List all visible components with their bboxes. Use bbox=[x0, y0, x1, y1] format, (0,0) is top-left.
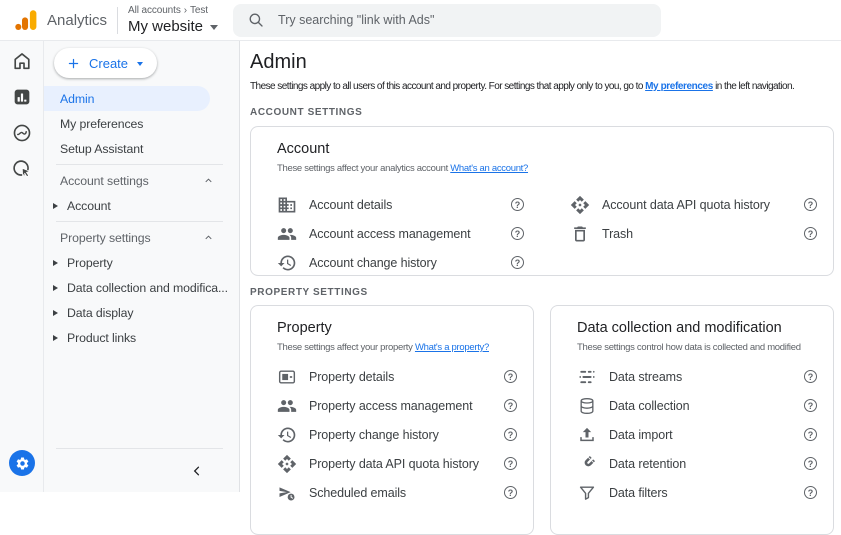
property-settings-eyebrow: PROPERTY SETTINGS bbox=[250, 287, 368, 298]
settings-item-label: Property details bbox=[309, 369, 395, 384]
help-icon[interactable]: ? bbox=[511, 256, 524, 269]
row-data-filters[interactable] bbox=[577, 478, 817, 507]
row-account-details[interactable] bbox=[277, 190, 524, 219]
settings-item-label: Property data API quota history bbox=[309, 456, 479, 471]
nav-advertising-button[interactable] bbox=[0, 158, 44, 182]
row-data-streams[interactable] bbox=[577, 362, 817, 391]
section-label: Account settings bbox=[60, 173, 149, 188]
row-trash[interactable] bbox=[570, 219, 817, 248]
help-icon[interactable]: ? bbox=[511, 198, 524, 211]
row-data-collection[interactable] bbox=[577, 391, 817, 420]
nav-home-button[interactable] bbox=[0, 50, 44, 74]
sidebar-item-label: Admin bbox=[60, 91, 95, 106]
nav-admin-button[interactable] bbox=[9, 450, 35, 476]
help-icon[interactable]: ? bbox=[804, 227, 817, 240]
bar-chart-icon bbox=[11, 86, 33, 108]
breadcrumb-item: Test bbox=[189, 5, 208, 16]
card-subtitle bbox=[277, 341, 517, 354]
whats-an-account-link[interactable]: What's an account? bbox=[450, 163, 529, 174]
settings-item-label: Scheduled emails bbox=[309, 485, 407, 500]
help-icon[interactable]: ? bbox=[804, 198, 817, 211]
help-icon[interactable]: ? bbox=[504, 457, 517, 470]
left-rail bbox=[0, 41, 44, 492]
account-card bbox=[250, 126, 834, 276]
sidebar-item-my-preferences[interactable] bbox=[44, 111, 239, 136]
nav-reports-button[interactable] bbox=[0, 86, 44, 110]
people-icon bbox=[277, 224, 297, 244]
sidebar-item-admin[interactable] bbox=[44, 86, 210, 111]
sidebar-item-label: Product links bbox=[67, 330, 137, 345]
sidebar-footer bbox=[44, 448, 239, 492]
account-property-selector[interactable] bbox=[118, 6, 218, 34]
database-icon bbox=[577, 396, 597, 416]
card-title: Data collection and modification bbox=[577, 320, 782, 336]
sidebar-divider bbox=[56, 221, 223, 222]
section-property-settings[interactable] bbox=[44, 225, 239, 250]
create-button-label: Create bbox=[89, 55, 129, 71]
magnet-icon bbox=[577, 454, 597, 474]
api-icon bbox=[570, 195, 590, 215]
history-icon bbox=[277, 253, 297, 273]
home-icon bbox=[11, 50, 33, 72]
expand-triangle-icon bbox=[53, 203, 58, 209]
settings-item-label: Account details bbox=[309, 197, 393, 212]
card-icon bbox=[277, 367, 297, 387]
sidebar-item-product-links[interactable] bbox=[44, 325, 239, 350]
explore-icon bbox=[11, 122, 33, 144]
nav-explore-button[interactable] bbox=[0, 122, 44, 146]
description-text: These settings apply to all users of this account and property. For settings that apply only to you, go to bbox=[250, 81, 646, 92]
sidebar-item-label: Data collection and modifica... bbox=[67, 280, 228, 295]
property-card bbox=[250, 305, 534, 535]
help-icon[interactable]: ? bbox=[504, 486, 517, 499]
help-icon[interactable]: ? bbox=[804, 457, 817, 470]
section-account-settings[interactable] bbox=[44, 168, 239, 193]
help-icon[interactable]: ? bbox=[804, 428, 817, 441]
filter-icon bbox=[577, 483, 597, 503]
chevron-up-icon bbox=[203, 232, 214, 243]
card-title: Property bbox=[277, 320, 332, 336]
subtitle-text: These settings affect your analytics account bbox=[277, 163, 451, 174]
sidebar-item-account[interactable] bbox=[44, 193, 239, 218]
sidebar-item-data-collection[interactable] bbox=[44, 275, 239, 300]
help-icon[interactable]: ? bbox=[504, 428, 517, 441]
help-icon[interactable]: ? bbox=[804, 370, 817, 383]
row-account-change-history[interactable] bbox=[277, 248, 524, 277]
settings-item-label: Data import bbox=[609, 427, 673, 442]
row-property-data-api-quota-history[interactable] bbox=[277, 449, 517, 478]
row-data-import[interactable] bbox=[577, 420, 817, 449]
my-preferences-link[interactable]: My preferences bbox=[645, 81, 713, 92]
admin-sidebar bbox=[44, 41, 240, 492]
chevron-up-icon bbox=[203, 175, 214, 186]
row-property-access-management[interactable] bbox=[277, 391, 517, 420]
building-icon bbox=[277, 195, 297, 215]
breadcrumb bbox=[128, 6, 218, 16]
sidebar-item-property[interactable] bbox=[44, 250, 239, 275]
settings-item-label: Data streams bbox=[609, 369, 683, 384]
history-icon bbox=[277, 425, 297, 445]
search-input[interactable] bbox=[278, 13, 638, 27]
expand-triangle-icon bbox=[53, 260, 58, 266]
create-button[interactable] bbox=[54, 48, 157, 78]
property-name: My website bbox=[128, 18, 204, 35]
description-text: in the left navigation. bbox=[712, 81, 795, 92]
settings-item-label: Account change history bbox=[309, 255, 437, 270]
row-account-data-api-quota-history[interactable] bbox=[570, 190, 817, 219]
search-icon bbox=[247, 11, 265, 29]
gear-icon bbox=[15, 456, 30, 471]
page-description bbox=[250, 81, 828, 92]
card-subtitle bbox=[277, 162, 817, 175]
help-icon[interactable]: ? bbox=[504, 370, 517, 383]
row-scheduled-emails[interactable] bbox=[277, 478, 517, 507]
empty-cell bbox=[570, 248, 817, 277]
row-property-details[interactable] bbox=[277, 362, 517, 391]
analytics-logo[interactable] bbox=[0, 7, 117, 33]
settings-item-label: Property access management bbox=[309, 398, 473, 413]
expand-triangle-icon bbox=[53, 285, 58, 291]
send-clock-icon bbox=[277, 483, 297, 503]
card-title: Account bbox=[277, 141, 330, 157]
help-icon[interactable]: ? bbox=[804, 486, 817, 499]
help-icon[interactable]: ? bbox=[504, 399, 517, 412]
breadcrumb-account: All accounts bbox=[128, 5, 181, 16]
app-name: Analytics bbox=[47, 11, 108, 29]
sidebar-item-data-display[interactable] bbox=[44, 300, 239, 325]
account-settings-eyebrow: ACCOUNT SETTINGS bbox=[250, 107, 363, 118]
analytics-logo-icon bbox=[13, 7, 39, 33]
whats-a-property-link[interactable]: What's a property? bbox=[414, 342, 489, 353]
chevron-down-icon bbox=[210, 25, 218, 30]
data-collection-card bbox=[550, 305, 834, 535]
upload-icon bbox=[577, 425, 597, 445]
sidebar-divider bbox=[56, 164, 223, 165]
trash-icon bbox=[570, 224, 590, 244]
row-data-retention[interactable] bbox=[577, 449, 817, 478]
collapse-sidebar-button[interactable] bbox=[190, 464, 208, 482]
api-icon bbox=[277, 454, 297, 474]
admin-main-content bbox=[240, 41, 841, 500]
search-bar[interactable] bbox=[233, 4, 661, 37]
top-header bbox=[0, 0, 841, 41]
advertising-icon bbox=[11, 158, 33, 180]
help-icon[interactable]: ? bbox=[511, 227, 524, 240]
card-subtitle: These settings control how data is collected and modified bbox=[577, 342, 801, 353]
chevron-left-icon bbox=[190, 464, 204, 478]
settings-item-label: Property change history bbox=[309, 427, 439, 442]
chevron-down-icon bbox=[137, 62, 143, 66]
chevron-right-icon: › bbox=[183, 5, 187, 16]
settings-item-label: Data collection bbox=[609, 398, 690, 413]
sidebar-item-label: Data display bbox=[67, 305, 134, 320]
sidebar-item-setup-assistant[interactable] bbox=[44, 136, 239, 161]
expand-triangle-icon bbox=[53, 335, 58, 341]
row-account-access-management[interactable] bbox=[277, 219, 524, 248]
sidebar-item-label: Account bbox=[67, 198, 111, 213]
expand-triangle-icon bbox=[53, 310, 58, 316]
settings-item-label: Trash bbox=[602, 226, 633, 241]
help-icon[interactable]: ? bbox=[804, 399, 817, 412]
people-icon bbox=[277, 396, 297, 416]
sidebar-item-label: My preferences bbox=[60, 116, 144, 131]
subtitle-text: These settings affect your property bbox=[277, 342, 415, 353]
settings-item-label: Data filters bbox=[609, 485, 668, 500]
settings-item-label: Data retention bbox=[609, 456, 687, 471]
page-title: Admin bbox=[250, 51, 307, 73]
row-property-change-history[interactable] bbox=[277, 420, 517, 449]
settings-item-label: Account access management bbox=[309, 226, 471, 241]
plus-icon bbox=[66, 56, 81, 71]
section-label: Property settings bbox=[60, 230, 151, 245]
settings-item-label: Account data API quota history bbox=[602, 197, 770, 212]
sidebar-divider bbox=[56, 448, 223, 449]
stream-icon bbox=[577, 367, 597, 387]
sidebar-item-label: Setup Assistant bbox=[60, 141, 144, 156]
sidebar-item-label: Property bbox=[67, 255, 113, 270]
